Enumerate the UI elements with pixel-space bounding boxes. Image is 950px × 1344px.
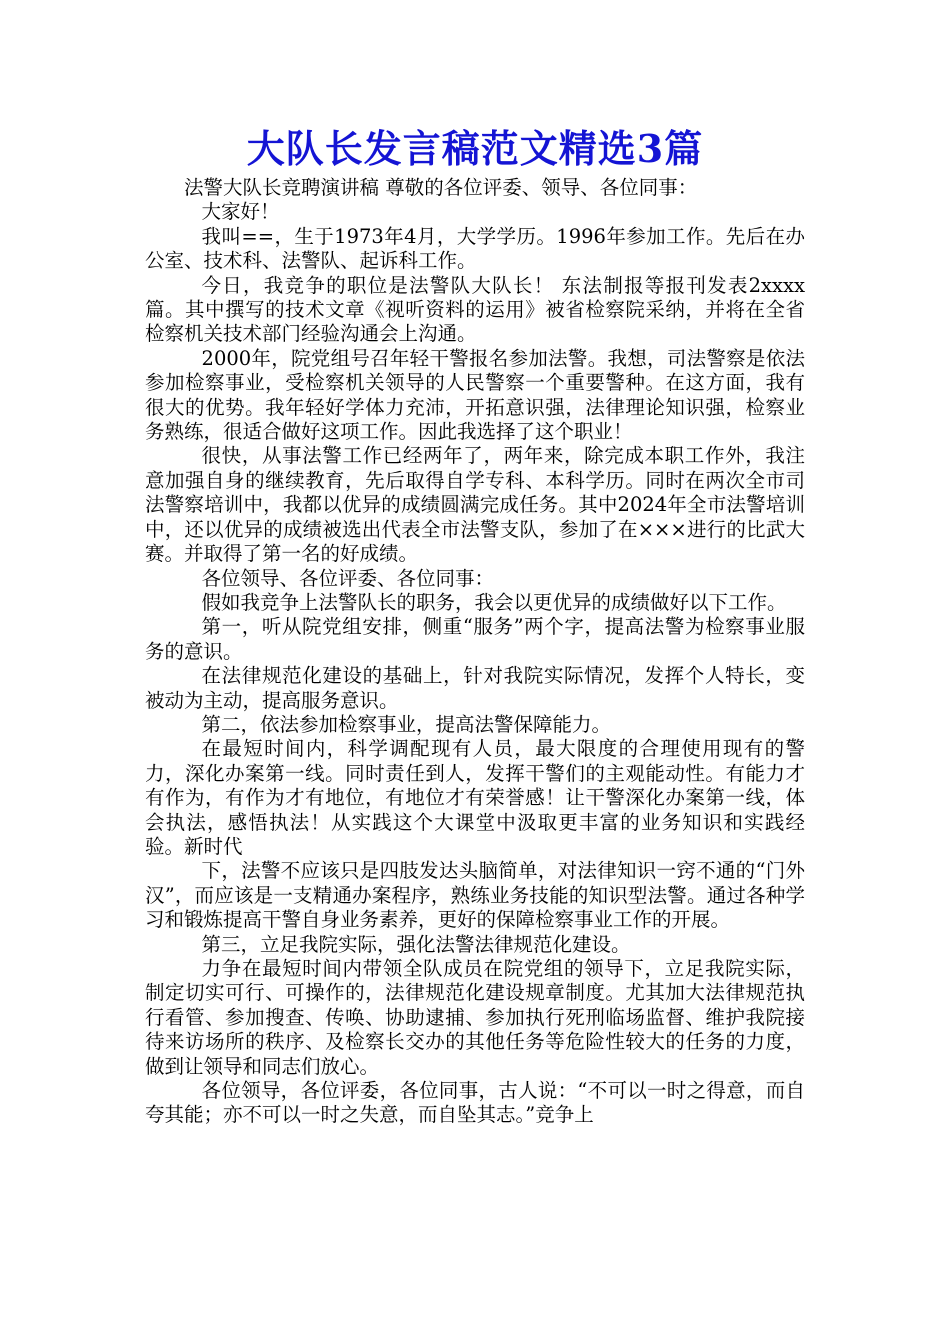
paragraph: 我叫==，生于1973年4月，大学学历。1996年参加工作。先后在办公室、技术科、法警队、起诉科工作。	[145, 224, 805, 273]
document-body	[145, 176, 805, 1128]
paragraph: 很快，从事法警工作已经两年了，两年来，除完成本职工作外，我注意加强自身的继续教育，先后取得自学专科、本科学历。同时在两次全市司法警察培训中，我都以优异的成绩圆满完成任务。其中2024年全市法警培训中，还以优异的成绩被选出代表全市法警支队，参加了在×××进行的比武大赛。并取得了第一名的好成绩。	[145, 444, 805, 566]
paragraph: 第二，依法参加检察事业，提高法警保障能力。	[201, 712, 612, 736]
paragraph: 各位领导，各位评委，各位同事，古人说：“不可以一时之得意，而自夸其能；亦不可以一时之失意，而自坠其志。”竞争上	[145, 1079, 805, 1127]
paragraph: 各位领导、各位评委、各位同事：	[201, 566, 495, 590]
paragraph: 第一，听从院党组安排，侧重“服务”两个字，提高法警为检察事业服务的意识。	[145, 615, 805, 663]
paragraph: 假如我竞争上法警队长的职务，我会以更优异的成绩做好以下工作。	[201, 590, 787, 614]
paragraph: 第三，立足我院实际，强化法警法律规范化建设。	[201, 932, 631, 956]
paragraph: 在法律规范化建设的基础上，针对我院实际情况，发挥个人特长，变被动为主动，提高服务意识。	[145, 664, 805, 712]
paragraph: 力争在最短时间内带领全队成员在院党组的领导下，立足我院实际，制定切实可行、可操作的，法律规范化建设规章制度。尤其加大法律规范执行看管、参加搜查、传唤、协助逮捕、参加执行死刑临场监督、维护我院接待来访场所的秩序、及检察长交办的其他任务等危险性较大的任务的力度，做到让领导和同志们放心。	[145, 957, 805, 1078]
paragraph: 2000年，院党组号召年轻干警报名参加法警。我想，司法警察是依法参加检察事业，受检察机关领导的人民警察一个重要警种。在这方面，我有很大的优势。我年轻好学体力充沛，开拓意识强，法律理论知识强，检察业务熟练，很适合做好这项工作。因此我选择了这个职业！	[145, 346, 805, 444]
paragraph: 下，法警不应该只是四肢发达头脑简单，对法律知识一窍不通的“门外汉”，而应该是一支精通办案程序，熟练业务技能的知识型法警。通过各种学习和锻炼提高干警自身业务素养，更好的保障检察事业工作的开展。	[145, 859, 805, 932]
paragraph: 大家好！	[201, 200, 280, 224]
paragraph: 在最短时间内，科学调配现有人员，最大限度的合理使用现有的警力，深化办案第一线。同时责任到人，发挥干警们的主观能动性。有能力才有作为，有作为才有地位，有地位才有荣誉感！让干警深化办案第一线，体会执法，感悟执法！从实践这个大课堂中汲取更丰富的业务知识和实践经验。新时代	[145, 737, 805, 858]
paragraph: 今日，我竞争的职位是法警队大队长！ 东法制报等报刊发表2xxxx篇。其中撰写的技术文章《视听资料的运用》被省检察院采纳，并将在全省检察机关技术部门经验沟通会上沟通。	[145, 273, 805, 346]
document-title: 大队长发言稿范文精选3篇	[246, 126, 704, 171]
paragraph: 法警大队长竞聘演讲稿 尊敬的各位评委、领导、各位同事：	[184, 176, 698, 199]
